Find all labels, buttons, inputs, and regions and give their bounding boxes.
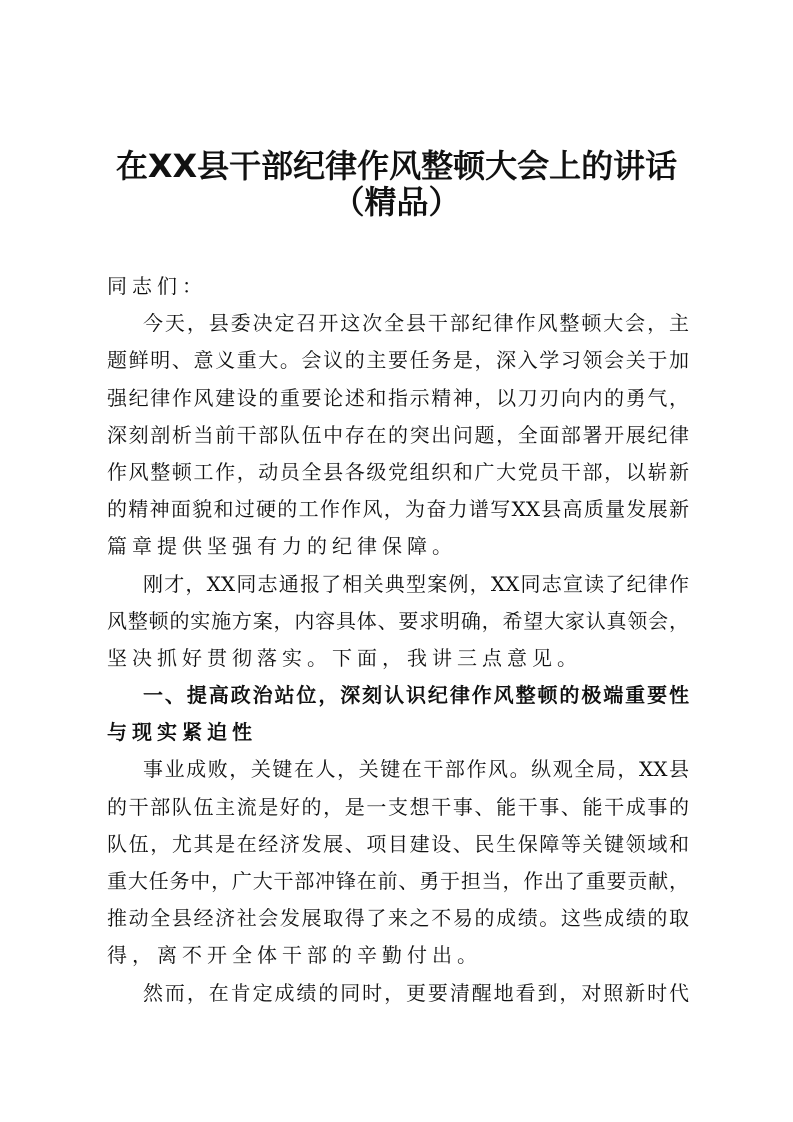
text-line: 队伍，尤其是在经济发展、项目建设、民生保障等关键领域和 (107, 831, 689, 856)
text-line: 坚决抓好贯彻落实。下面，我讲三点意见。 (107, 645, 582, 670)
text-line: 得，离不开全体干部的辛勤付出。 (107, 943, 482, 968)
text-line: 深刻剖析当前干部队伍中存在的突出问题，全面部署开展纪律 (107, 422, 689, 447)
paragraph (107, 975, 689, 1012)
text-line: 强纪律作风建设的重要论述和指示精神，以刀刃向内的勇气， (107, 385, 689, 410)
text-line: 事业成败，关键在人，关键在干部作风。纵观全局，XX县 (143, 757, 689, 782)
document-title (0, 148, 793, 220)
text-line: 一、提高政治站位，深刻认识纪律作风整顿的极端重要性 (143, 683, 689, 708)
text-line: 然而，在肯定成绩的同时，更要清醒地看到，对照新时代 (143, 980, 689, 1005)
text-line: 刚才，XX同志通报了相关典型案例，XX同志宣读了纪律作 (143, 571, 689, 596)
text-line: 重大任务中，广大干部冲锋在前、勇于担当，作出了重要贡献， (107, 869, 689, 893)
paragraph (107, 305, 689, 565)
text-line: 推动全县经济社会发展取得了来之不易的成绩。这些成绩的取 (107, 906, 689, 931)
paragraph (107, 268, 689, 305)
text-line: 今天，县委决定召开这次全县干部纪律作风整顿大会，主 (143, 311, 689, 336)
text-line: 题鲜明、意义重大。会议的主要任务是，深入学习领会关于加 (107, 348, 689, 373)
text-line: 与现实紧迫性 (107, 720, 257, 745)
title-line: 在XX县干部纪律作风整顿大会上的讲话 (115, 147, 678, 185)
text-line: 同志们： (107, 274, 207, 298)
text-line: 风整顿的实施方案，内容具体、要求明确，希望大家认真领会， (107, 608, 689, 633)
title-line: （精品） (332, 183, 461, 221)
paragraph (107, 566, 689, 678)
paragraph (107, 751, 689, 974)
section-heading (107, 677, 689, 751)
text-line: 篇章提供坚强有力的纪律保障。 (107, 534, 457, 559)
text-line: 作风整顿工作，动员全县各级党组织和广大党员干部，以崭新 (107, 459, 689, 484)
document-body (107, 268, 689, 1012)
text-line: 的精神面貌和过硬的工作作风，为奋力谱写XX县高质量发展新 (107, 497, 689, 522)
text-line: 的干部队伍主流是好的，是一支想干事、能干事、能干成事的 (107, 794, 689, 819)
